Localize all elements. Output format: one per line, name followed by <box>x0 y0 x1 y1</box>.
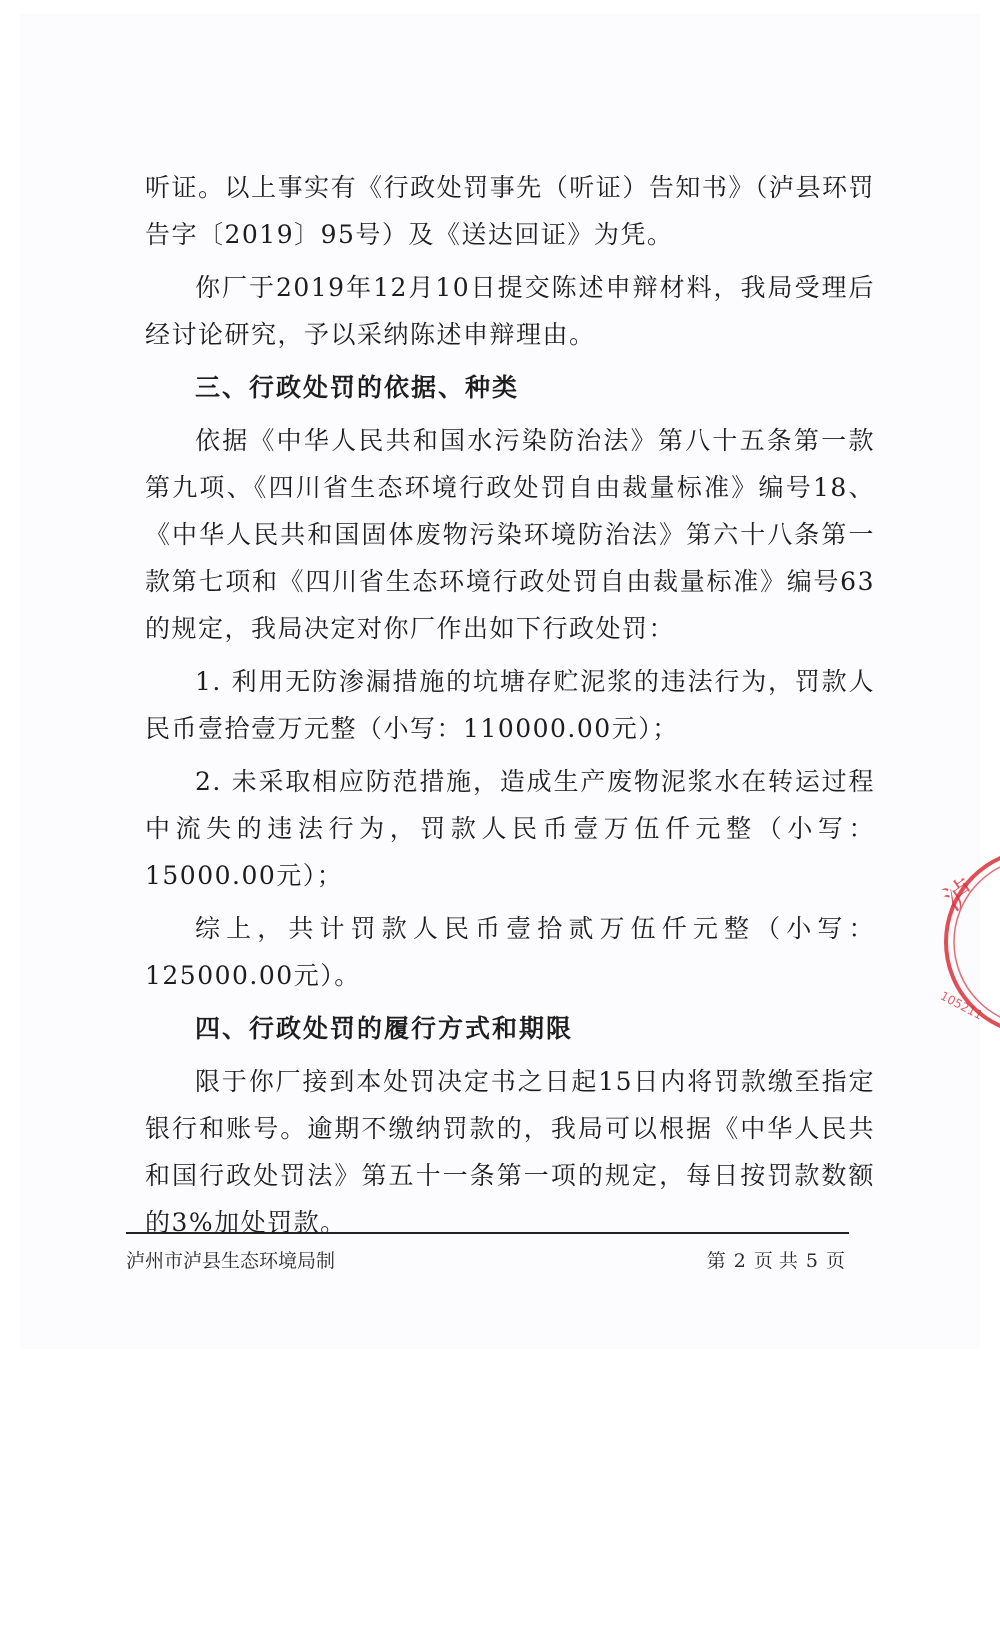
svg-text:泸: 泸 <box>937 872 983 919</box>
document-body <box>145 164 875 1252</box>
paragraph-statement-defense: 你厂于2019年12月10日提交陈述申辩材料，我局受理后经讨论研究，予以采纳陈述申辩理由。 <box>145 273 875 349</box>
section-three-heading: 三、行政处罚的依据、种类 <box>195 373 520 402</box>
penalty-total: 综上，共计罚款人民币壹拾贰万伍仟元整（小写：125000.00元）。 <box>145 914 875 990</box>
section-three-basis: 依据《中华人民共和国水污染防治法》第八十五条第一款第九项、《四川省生态环境行政处罚自由裁量标准》编号18、《中华人民共和国固体废物污染环境防治法》第六十八条第一款第七项和《四川省生态环境行政处罚自由裁量标准》编号63的规定，我局决定对你厂作出如下行政处罚： <box>145 426 875 643</box>
section-four-heading: 四、行政处罚的履行方式和期限 <box>195 1014 574 1043</box>
penalty-item-2: 2. 未采取相应防范措施，造成生产废物泥浆水在转运过程中流失的违法行为，罚款人民币壹万伍仟元整（小写：15000.00元）； <box>145 767 875 890</box>
page-suffix: 页 <box>825 1250 845 1272</box>
penalty-item-1: 1. 利用无防渗漏措施的坑塘存贮泥浆的违法行为，罚款人民币壹拾壹万元整（小写：110000.00元）； <box>145 667 875 743</box>
page-number <box>703 1246 849 1273</box>
svg-text:105211: 105211 <box>937 988 986 1023</box>
page-footer <box>126 1232 849 1273</box>
official-seal-stamp <box>932 842 1000 1042</box>
section-four-text: 限于你厂接到本处罚决定书之日起15日内将罚款缴至指定银行和账号。逾期不缴纳罚款的，我局可以根据《中华人民共和国行政处罚法》第五十一条第一项的规定，每日按罚款数额的3%加处罚款。 <box>145 1067 875 1237</box>
page-current: 2 <box>733 1250 746 1272</box>
footer-issuer: 泸州市泸县生态环境局制 <box>126 1250 336 1272</box>
page-total: 5 <box>805 1250 818 1272</box>
seal-graphic <box>932 842 1000 1042</box>
paragraph-hearing-facts: 听证。以上事实有《行政处罚事先（听证）告知书》（泸县环罚告字〔2019〕95号）及《送达回证》为凭。 <box>145 173 875 249</box>
page-mid: 页 共 <box>753 1250 798 1272</box>
page-prefix: 第 <box>706 1250 726 1272</box>
